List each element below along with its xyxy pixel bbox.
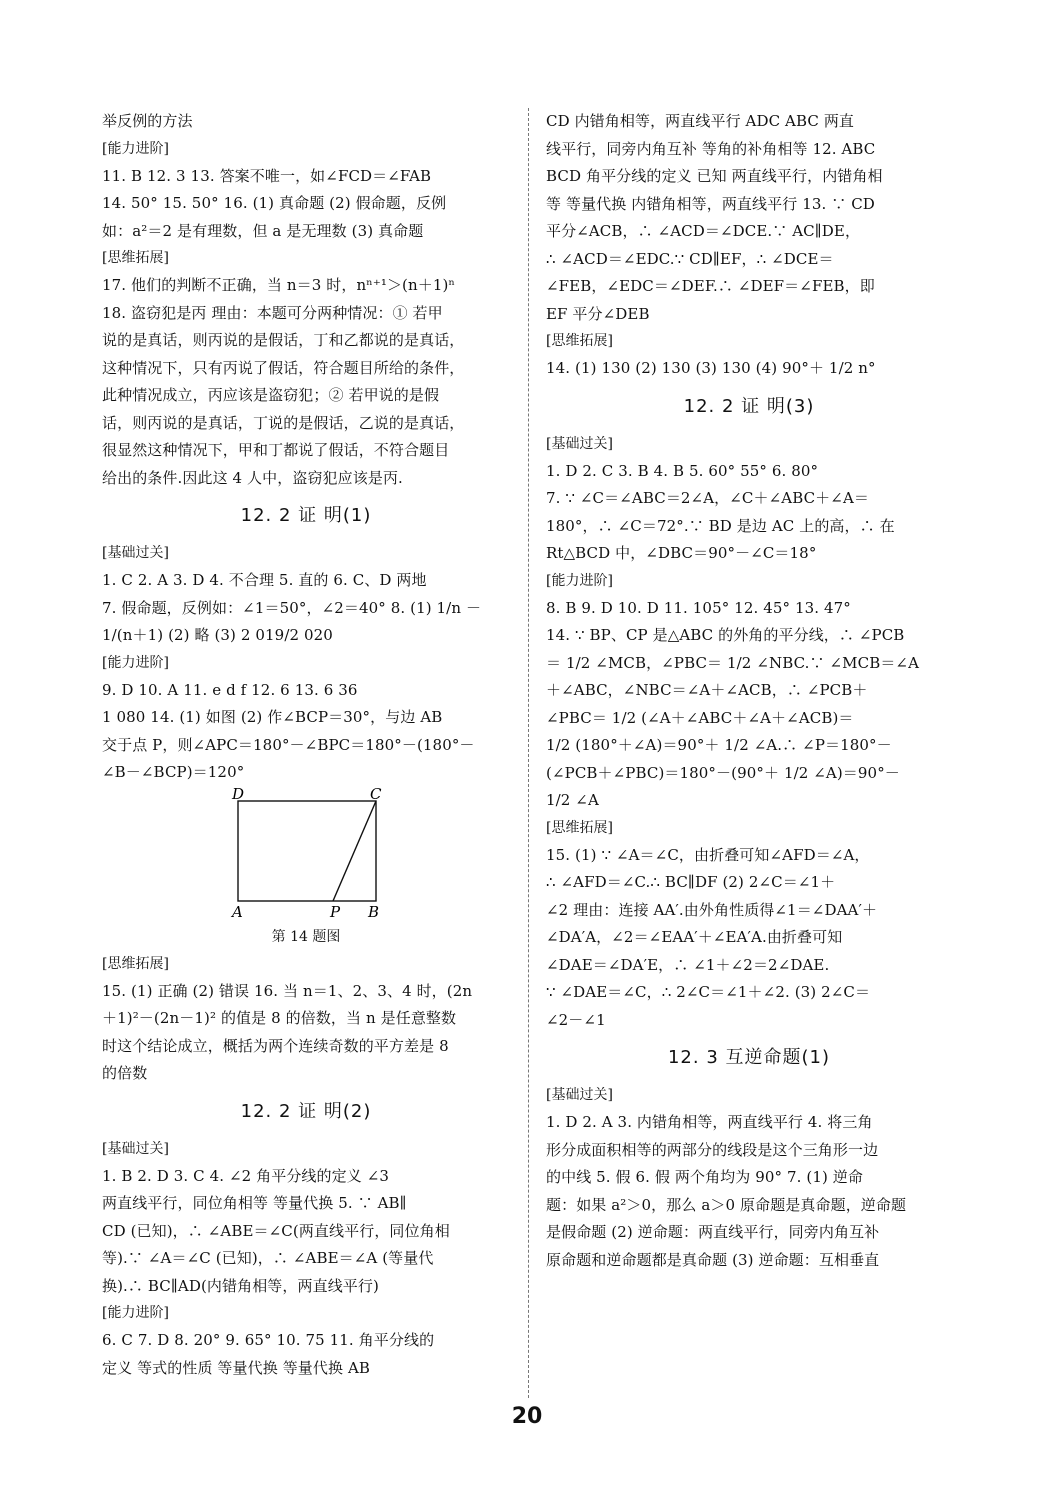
segment-cp xyxy=(333,801,376,901)
text-line: 1 080 14. (1) 如图 (2) 作∠BCP＝30°，与边 AB xyxy=(102,708,443,726)
subsection-label: [基础过关] xyxy=(102,545,169,561)
subsection-label: [思维拓展] xyxy=(546,819,613,836)
subsection-label: [思维拓展] xyxy=(102,955,169,972)
text-line: 线平行，同旁内角互补 等角的补角相等 12. ABC xyxy=(546,139,876,158)
text-line: 1. D 2. A 3. 内错角相等，两直线平行 4. 将三角 xyxy=(546,1113,873,1131)
text-line: 9. D 10. A 11. e d f 12. 6 13. 6 36 xyxy=(102,680,358,699)
text-line: 题：如果 a²＞0，那么 a＞0 原命题是真命题，逆命题 xyxy=(546,1195,907,1214)
text-line: 形分成面积相等的两部分的线段是这个三角形一边 xyxy=(546,1140,879,1159)
subsection-label: [基础过关] xyxy=(102,1140,169,1157)
text-line: 此种情况成立，丙应该是盗窃犯；② 若甲说的是假 xyxy=(102,386,440,404)
text-line: 如：a²＝2 是有理数，但 a 是无理数 (3) 真命题 xyxy=(102,221,424,240)
text-line: ∠FEB，∠EDC＝∠DEF.∴ ∠DEF＝∠FEB，即 xyxy=(546,277,875,295)
text-line: 14. 50° 15. 50° 16. (1) 真命题 (2) 假命题，反例 xyxy=(102,194,447,212)
page-number: 20 xyxy=(511,1404,543,1429)
text-line: ∠2 理由：连接 AA′.由外角性质得∠1＝∠DAA′＋ xyxy=(546,900,878,919)
text-line: 定义 等式的性质 等量代换 等量代换 AB xyxy=(102,1358,371,1377)
left-column xyxy=(102,108,510,1382)
text-line: CD 内错角相等，两直线平行 ADC ABC 两直 xyxy=(546,112,855,130)
text-line: 的倍数 xyxy=(102,1064,148,1082)
text-line: 的中线 5. 假 6. 假 两个角均为 90° 7. (1) 逆命 xyxy=(546,1168,863,1186)
text-line: ∠PBC＝ 1/2 (∠A＋∠ABC＋∠A＋∠ACB)＝ xyxy=(546,708,854,727)
text-line: 18. 盗窃犯是丙 理由：本题可分两种情况：① 若甲 xyxy=(102,303,443,322)
text-line: 等).∵ ∠A＝∠C (已知)，∴ ∠ABE＝∠A (等量代 xyxy=(102,1249,434,1267)
text-line: 说的是真话，则丙说的是假话，丁和乙都说的是真话， xyxy=(102,331,465,349)
text-line: ＋1)²－(2n－1)² 的值是 8 的倍数，当 n 是任意整数 xyxy=(102,1009,457,1027)
point-label-c: C xyxy=(370,786,382,803)
text-line: 8. B 9. D 10. D 11. 105° 12. 45° 13. 47° xyxy=(546,598,851,617)
text-line: 7. ∵ ∠C＝∠ABC＝2∠A，∠C＋∠ABC＋∠A＝ xyxy=(546,489,869,507)
text-line: 1/2 ∠A xyxy=(546,791,599,809)
right-column xyxy=(546,108,952,1274)
point-label-d: D xyxy=(232,786,245,803)
text-line: 是假命题 (2) 逆命题：两直线平行，同旁内角互补 xyxy=(546,1223,880,1241)
text-line: 话，则丙说的是真话，丁说的是假话，乙说的是真话， xyxy=(102,413,465,432)
subsection-label: [思维拓展] xyxy=(546,333,613,349)
text-line: 时这个结论成立，概括为两个连续奇数的平方差是 8 xyxy=(102,1036,449,1055)
text-line: 原命题和逆命题都是真命题 (3) 逆命题：互相垂直 xyxy=(546,1250,880,1269)
text-line: 1/2 (180°＋∠A)＝90°＋ 1/2 ∠A.∴ ∠P＝180°－ xyxy=(546,736,892,754)
text-line: 平分∠ACB，∴ ∠ACD＝∠DCE.∵ AC∥DE， xyxy=(546,222,861,240)
point-label-a: A xyxy=(232,902,243,921)
text-line: ∠B－∠BCP)＝120° xyxy=(102,763,245,781)
text-line: 1. D 2. C 3. B 4. B 5. 60° 55° 6. 80° xyxy=(546,461,819,480)
text-line: 1/(n＋1) (2) 略 (3) 2 019/2 020 xyxy=(102,626,333,644)
text-line: ∵ ∠DAE＝∠C，∴ 2∠C＝∠1＋∠2. (3) 2∠C＝ xyxy=(546,983,871,1001)
text-line: 换).∴ BC∥AD(内错角相等，两直线平行) xyxy=(102,1276,379,1295)
subsection-label: [能力进阶] xyxy=(546,572,613,589)
point-label-b: B xyxy=(368,902,380,921)
text-line: 7. 假命题，反例如：∠1＝50°，∠2＝40° 8. (1) 1/n － xyxy=(102,598,482,617)
text-line: 两直线平行，同位角相等 等量代换 5. ∵ AB∥ xyxy=(102,1194,407,1212)
text-line: 1. B 2. D 3. C 4. ∠2 角平分线的定义 ∠3 xyxy=(102,1166,390,1185)
text-line: 很显然这种情况下，甲和丁都说了假话，不符合题目 xyxy=(102,441,450,459)
rectangle-diagram xyxy=(102,787,510,923)
rectangle-abcd xyxy=(238,801,376,901)
subsection-label: [思维拓展] xyxy=(102,250,169,266)
text-line: 17. 他们的判断不正确，当 n＝3 时，nⁿ⁺¹＞(n＋1)ⁿ xyxy=(102,276,456,294)
text-line: ∠2－∠1 xyxy=(546,1010,606,1029)
subsection-label: [基础过关] xyxy=(546,435,613,452)
text-line: 交于点 P，则∠APC＝180°－∠BPC＝180°－(180°－ xyxy=(102,735,475,754)
text-line: 1. C 2. A 3. D 4. 不合理 5. 直的 6. C、D 两地 xyxy=(102,571,427,589)
column-divider xyxy=(528,108,529,1398)
text-line: BCD 角平分线的定义 已知 两直线平行，内错角相 xyxy=(546,167,883,185)
text-line: (∠PCB＋∠PBC)＝180°－(90°＋ 1/2 ∠A)＝90°－ xyxy=(546,763,900,782)
subsection-label: [能力进阶] xyxy=(102,140,169,157)
section-heading: 12. 2 证 明(2) xyxy=(240,1100,372,1122)
subsection-label: [基础过关] xyxy=(546,1087,613,1103)
section-heading: 12. 2 证 明(3) xyxy=(683,395,815,417)
text-line: ∴ ∠ACD＝∠EDC.∵ CD∥EF，∴ ∠DCE＝ xyxy=(546,249,834,268)
text-line: ∴ ∠AFD＝∠C.∴ BC∥DF (2) 2∠C＝∠1＋ xyxy=(546,873,836,891)
section-heading: 12. 2 证 明(1) xyxy=(240,505,372,526)
text-line: 11. B 12. 3 13. 答案不唯一，如∠FCD＝∠FAB xyxy=(102,166,432,185)
figure-14 xyxy=(102,787,510,951)
text-line: ∠DA′A，∠2＝∠EAA′＋∠EA′A.由折叠可知 xyxy=(546,928,843,946)
text-line: 15. (1) 正确 (2) 错误 16. 当 n＝1、2、3、4 时，(2n xyxy=(102,981,473,1000)
text-line: 14. ∵ BP、CP 是△ABC 的外角的平分线，∴ ∠PCB xyxy=(546,626,905,644)
text-line: 给出的条件.因此这 4 人中，盗窃犯应该是丙. xyxy=(102,468,403,487)
text-line: Rt△BCD 中，∠DBC＝90°－∠C＝18° xyxy=(546,544,817,562)
subsection-label: [能力进阶] xyxy=(102,1305,169,1321)
text-line: 14. (1) 130 (2) 130 (3) 130 (4) 90°＋ 1/2 n° xyxy=(546,359,876,377)
text-line: EF 平分∠DEB xyxy=(546,304,650,323)
point-label-p: P xyxy=(330,902,341,921)
text-line: ＝ 1/2 ∠MCB，∠PBC＝ 1/2 ∠NBC.∵ ∠MCB＝∠A xyxy=(546,653,920,672)
text-line: 这种情况下，只有丙说了假话，符合题目所给的条件， xyxy=(102,358,465,377)
text-line: 6. C 7. D 8. 20° 9. 65° 10. 75 11. 角平分线的 xyxy=(102,1331,435,1349)
text-line: ＋∠ABC，∠NBC＝∠A＋∠ACB，∴ ∠PCB＋ xyxy=(546,681,868,699)
subsection-label: [能力进阶] xyxy=(102,654,169,671)
section-heading: 12. 3 互逆命题(1) xyxy=(667,1047,831,1068)
text-line: 15. (1) ∵ ∠A＝∠C，由折叠可知∠AFD＝∠A， xyxy=(546,845,870,864)
text-line: 等 等量代换 内错角相等，两直线平行 13. ∵ CD xyxy=(546,194,875,213)
text-line: 180°，∴ ∠C＝72°.∵ BD 是边 AC 上的高，∴ 在 xyxy=(546,516,895,535)
text-line: ∠DAE＝∠DA′E，∴ ∠1＋∠2＝2∠DAE. xyxy=(546,955,830,974)
figure-caption: 第 14 题图 xyxy=(271,928,341,945)
text-line: CD (已知)，∴ ∠ABE＝∠C(两直线平行，同位角相 xyxy=(102,1221,450,1240)
text-line: 举反例的方法 xyxy=(102,112,193,130)
